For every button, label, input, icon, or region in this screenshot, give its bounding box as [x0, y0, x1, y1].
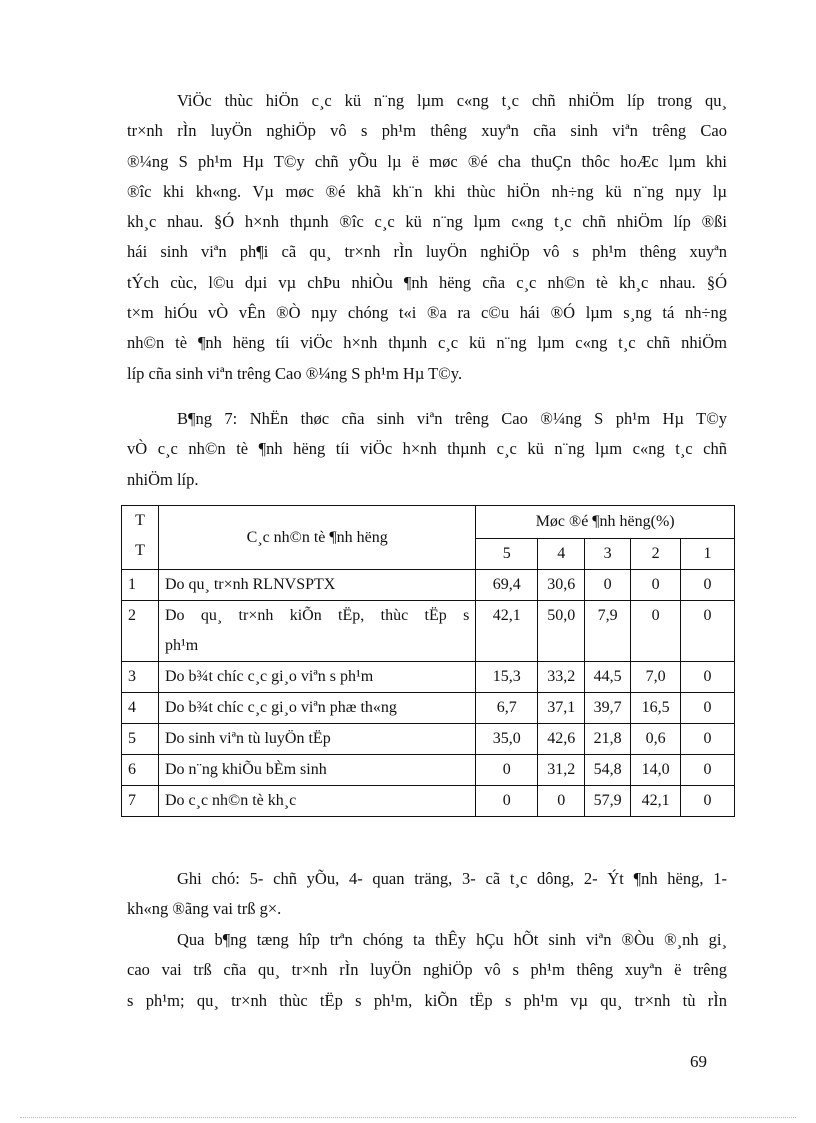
text-line: Qua b¶ng tæng hîp trªn chóng ta thÊy hÇu hÕt sinh viªn ®Òu ®¸nh gi¸ [177, 930, 727, 949]
row-value: 0 [681, 601, 735, 662]
factor-header-text: C¸c nh©n tè ¶nh hëng [246, 528, 388, 546]
row-value: 42,6 [538, 724, 585, 755]
row-factor [158, 601, 475, 662]
row-value: 30,6 [538, 570, 585, 601]
level-header-text: Møc ®é ¶nh hëng(%) [535, 513, 675, 530]
row-value: 0 [681, 755, 735, 786]
row-value: 0 [476, 786, 538, 817]
row-value: 0 [476, 755, 538, 786]
row-value: 54,8 [585, 755, 631, 786]
text-line: vÒ c¸c nh©n tè ¶nh hëng tíi viÖc h×nh thµnh c¸c kü n¨ng lµm c«ng t¸c chñ [127, 439, 727, 459]
text-line: t×m hiÓu vÒ vÊn ®Ò nµy chóng t«i ®a ra c©u hái ®Ó lµm s¸ng tá nh÷ng [127, 303, 727, 323]
row-value: 0 [681, 662, 735, 693]
footer-divider [20, 1117, 796, 1118]
text-line: nhiÖm líp. [127, 469, 199, 489]
row-factor-line: Do qu¸ tr×nh kiÕn tËp, thùc tËp s [164, 607, 470, 624]
text-line: Ghi chó: 5- chñ yÕu, 4- quan träng, 3- cã t¸c dông, 2- Ýt ¶nh hëng, 1- [177, 869, 727, 888]
text-line: hái sinh viªn ph¶i cã qu¸ tr×nh rÌn luyÖn nghiÖp vô s ph¹m thêng xuyªn [127, 242, 727, 262]
level-col: 1 [681, 539, 735, 570]
text-line: ®¼ng S ph¹m Hµ T©y chñ yÕu lµ ë møc ®é cha thuÇn thôc hoÆc lµm khi [127, 151, 727, 171]
text-line: s ph¹m; qu¸ tr×nh thùc tËp s ph¹m, kiÕn tËp s ph¹m vµ qu¸ tr×nh tù rÌn [127, 990, 727, 1010]
row-tt: 4 [122, 693, 159, 724]
page-number: 69 [690, 1052, 707, 1071]
row-value: 16,5 [631, 693, 681, 724]
row-value: 0 [585, 570, 631, 601]
row-value: 42,1 [476, 601, 538, 662]
tt-header-line: T [135, 542, 145, 559]
level-header [476, 506, 735, 539]
row-value: 37,1 [538, 693, 585, 724]
row-value: 14,0 [631, 755, 681, 786]
table-row [122, 693, 735, 724]
table-row [122, 755, 735, 786]
text-line: líp cña sinh viªn trêng Cao ®¼ng S ph¹m Hµ T©y. [127, 363, 463, 383]
level-col: 4 [538, 539, 585, 570]
text-line: tr×nh rÌn luyÖn nghiÖp vô s ph¹m thêng xuyªn cña sinh viªn trêng Cao [127, 121, 727, 141]
row-value: 39,7 [585, 693, 631, 724]
row-factor: Do n¨ng khiÕu bÈm sinh [158, 755, 475, 786]
row-value: 0 [631, 601, 681, 662]
row-value: 7,9 [585, 601, 631, 662]
row-factor: Do b¾t chíc c¸c gi¸o viªn s ph¹m [158, 662, 475, 693]
row-factor: Do c¸c nh©n tè kh¸c [158, 786, 475, 817]
factor-header [158, 506, 475, 570]
row-tt: 2 [122, 601, 159, 662]
row-tt: 6 [122, 755, 159, 786]
row-tt: 3 [122, 662, 159, 693]
row-value: 6,7 [476, 693, 538, 724]
row-value: 50,0 [538, 601, 585, 662]
row-value: 0 [681, 786, 735, 817]
table-row [122, 570, 735, 601]
row-value: 69,4 [476, 570, 538, 601]
factors-table [121, 505, 735, 817]
text-line: ViÖc thùc hiÖn c¸c kü n¨ng lµm c«ng t¸c chñ nhiÖm líp trong qu¸ [177, 91, 727, 110]
table-row [122, 724, 735, 755]
row-value: 15,3 [476, 662, 538, 693]
paragraph-intro [127, 86, 727, 389]
row-value: 33,2 [538, 662, 585, 693]
row-value: 31,2 [538, 755, 585, 786]
text-line: nh©n tè ¶nh hëng tíi viÖc h×nh thµnh c¸c kü n¨ng lµm c«ng t¸c chñ nhiÖm [127, 333, 727, 353]
row-tt: 7 [122, 786, 159, 817]
row-value: 0 [538, 786, 585, 817]
row-value: 35,0 [476, 724, 538, 755]
paragraph-conclusion [127, 925, 727, 1016]
table-row [122, 601, 735, 662]
text-line: kh«ng ®ãng vai trß g×. [127, 899, 282, 919]
row-factor: Do qu¸ tr×nh RLNVSPTX [158, 570, 475, 601]
tt-header-line: T [135, 512, 145, 529]
text-line: tÝch cùc, l©u dµi vµ chÞu nhiÒu ¶nh hëng cña c¸c nh©n tè kh¸c nhau. §Ó [127, 272, 727, 292]
row-tt: 5 [122, 724, 159, 755]
text-line: cao vai trß cña qu¸ tr×nh rÌn luyÖn nghiÖp vô s ph¹m thêng xuyªn ë trêng [127, 960, 727, 980]
text-line: B¶ng 7: NhËn thøc cña sinh viªn trêng Cao ®¼ng S ph¹m Hµ T©y [177, 409, 727, 428]
row-factor: Do b¾t chíc c¸c gi¸o viªn phæ th«ng [158, 693, 475, 724]
level-col: 2 [631, 539, 681, 570]
table-note [127, 864, 727, 925]
row-value: 57,9 [585, 786, 631, 817]
row-factor-line: ph¹m [164, 637, 199, 654]
row-value: 0 [631, 570, 681, 601]
text-line: kh¸c nhau. §Ó h×nh thµnh ®îc c¸c kü n¨ng lµm c«ng t¸c chñ nhiÖm líp ®ßi [127, 212, 727, 232]
row-factor: Do sinh viªn tù luyÖn tËp [158, 724, 475, 755]
text-line: ®îc khi kh«ng. Vµ møc ®é khã kh¨n khi thùc hiÖn nh÷ng kü n¨ng nµy lµ [127, 181, 727, 201]
table-row [122, 662, 735, 693]
row-value: 0 [681, 724, 735, 755]
row-tt: 1 [122, 570, 159, 601]
row-value: 7,0 [631, 662, 681, 693]
row-value: 44,5 [585, 662, 631, 693]
level-col: 3 [585, 539, 631, 570]
row-value: 0,6 [631, 724, 681, 755]
row-value: 0 [681, 570, 735, 601]
row-value: 0 [681, 693, 735, 724]
row-value: 42,1 [631, 786, 681, 817]
tt-header [122, 506, 159, 570]
table-caption [127, 404, 727, 495]
table-row [122, 786, 735, 817]
level-col: 5 [476, 539, 538, 570]
row-value: 21,8 [585, 724, 631, 755]
